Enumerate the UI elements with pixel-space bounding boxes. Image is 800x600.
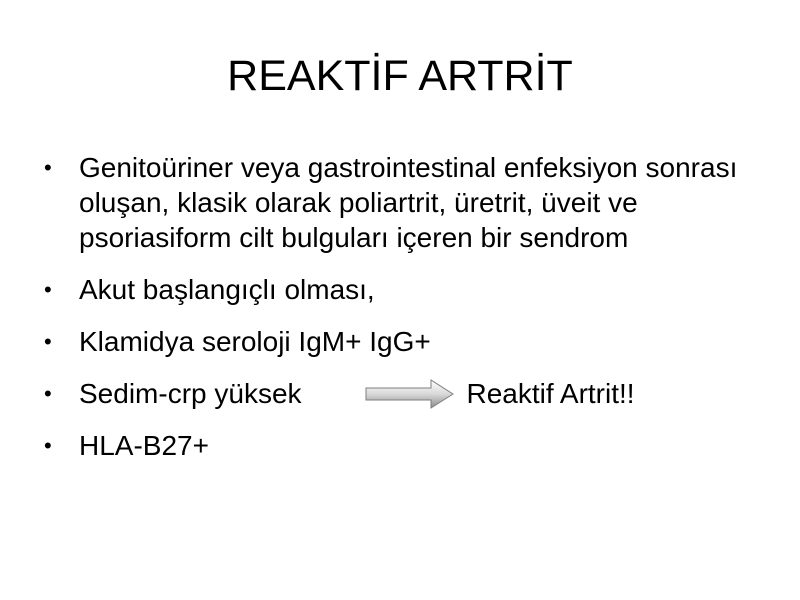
bullet-item	[0, 428, 800, 463]
bullet-list	[0, 150, 800, 480]
bullet-row-with-arrow	[79, 376, 760, 411]
bullet-item	[0, 272, 800, 307]
bullet-text: HLA-B27+	[79, 430, 209, 461]
slide-title: REAKTİF ARTRİT	[227, 52, 573, 100]
bullet-result-text: Reaktif Artrit!!	[466, 378, 635, 409]
bullet-icon: •	[44, 381, 52, 406]
bullet-icon: •	[44, 155, 52, 180]
right-arrow-icon	[365, 379, 455, 409]
bullet-text: Genitoüriner veya gastrointestinal enfeksiyon sonrası oluşan, klasik olarak poliartrit, üretrit, üveit ve psoriasiform cilt bulguları içeren bir sendrom	[79, 152, 738, 253]
bullet-item	[0, 376, 800, 411]
bullet-icon: •	[44, 433, 52, 458]
bullet-text: Klamidya seroloji IgM+ IgG+	[79, 326, 431, 357]
bullet-icon: •	[44, 277, 52, 302]
bullet-icon: •	[44, 329, 52, 354]
bullet-item	[0, 324, 800, 359]
bullet-text: Sedim-crp yüksek	[79, 378, 302, 409]
bullet-text: Akut başlangıçlı olması,	[79, 274, 375, 305]
bullet-item	[0, 150, 800, 255]
